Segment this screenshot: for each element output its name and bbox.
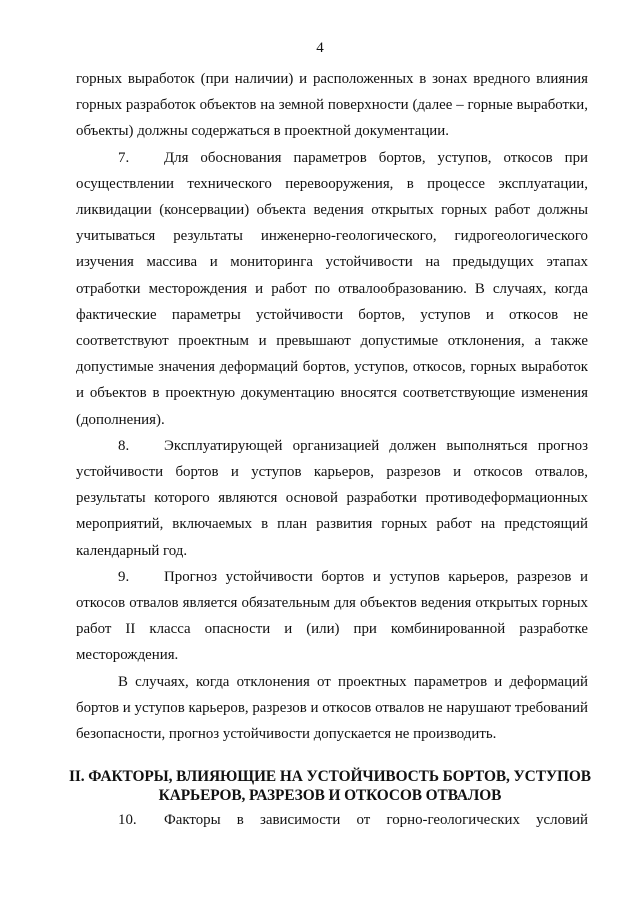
paragraph-text: горных выработок (при наличии) и расположенных в зонах вредного влияния горных разработок объектов на земной поверхности (далее – горные выработки, объекты) должны содержаться в проектной документации. xyxy=(76,71,588,140)
paragraph-number: 7. xyxy=(118,149,130,166)
section-heading xyxy=(64,767,596,805)
paragraph-10 xyxy=(76,807,588,833)
paragraph-text: Для обоснования параметров бортов, уступов, откосов при осуществлении технического перевооружения, в процессе эксплуатации, ликвидации (консервации) объекта ведения открытых горных работ должны учитываться результаты инженерно-геологического, гидрогеологического изучения массива и мониторинга устойчивости на предыдущих этапах отработки месторождения и работ по отвалообразованию. В случаях, когда фактические параметры устойчивости бортов, уступов и откосов не соответствуют проектным и превышают допустимые отклонения, а также допустимые значения деформаций бортов, уступов, откосов, горных выработок и объектов в проектную документацию вносятся соответствующие изменения (дополнения). xyxy=(76,149,588,428)
page-number: 4 xyxy=(316,40,324,56)
paragraph-number: 10. xyxy=(118,812,137,828)
paragraph-text: Эксплуатирующей организацией должен выполняться прогноз устойчивости бортов и уступов карьеров, разрезов и откосов отвалов, результаты которого являются основой разработки противодеформационных мероприятий, включаемых в план развития горных работ на предстоящий календарный год. xyxy=(76,437,588,559)
paragraph-8 xyxy=(76,433,588,564)
body-text xyxy=(76,66,588,747)
paragraph-continued xyxy=(76,66,588,145)
paragraph-number: 8. xyxy=(118,437,130,454)
paragraph-text: Факторы в зависимости от горно-геологических условий xyxy=(164,812,588,828)
paragraph-text: Прогноз устойчивости бортов и уступов карьеров, разрезов и откосов отвалов является обязательным для объектов ведения открытых горных работ II класса опасности и (или) при комбинированной разработке месторождения. xyxy=(76,568,588,664)
paragraph-7 xyxy=(76,145,588,433)
paragraph-9 xyxy=(76,564,588,669)
section-title: II. ФАКТОРЫ, ВЛИЯЮЩИЕ НА УСТОЙЧИВОСТЬ БОРТОВ, УСТУПОВ КАРЬЕРОВ, РАЗРЕЗОВ И ОТКОСОВ ОТВАЛОВ xyxy=(69,768,591,804)
paragraph-text: В случаях, когда отклонения от проектных параметров и деформаций бортов и уступов карьеров, разрезов и откосов отвалов не нарушают требований безопасности, прогноз устойчивости допускается не производить. xyxy=(76,673,588,743)
paragraph-number: 9. xyxy=(118,568,130,585)
paragraph-9-continued xyxy=(76,669,588,748)
